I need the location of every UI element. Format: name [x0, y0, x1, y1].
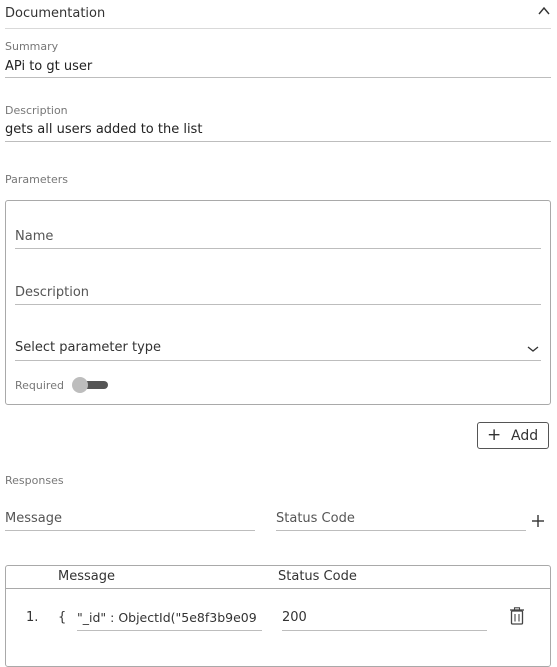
chevron-up-icon[interactable] [537, 4, 551, 18]
plus-icon: + [487, 425, 502, 445]
responses-table [5, 565, 551, 667]
param-type-select[interactable] [15, 338, 541, 361]
chevron-down-icon [527, 344, 539, 354]
required-label: Required [15, 379, 64, 392]
row-message-input[interactable] [77, 608, 262, 631]
param-description-placeholder: Description [15, 285, 90, 300]
toggle-knob [72, 377, 88, 393]
description-label: Description [5, 104, 68, 117]
documentation-header[interactable] [5, 0, 551, 29]
add-button-label: Add [511, 428, 539, 444]
header-message: Message [58, 569, 115, 584]
param-name-input[interactable] [15, 227, 541, 249]
table-header [6, 566, 550, 589]
parameters-box [5, 200, 551, 405]
trash-icon[interactable] [509, 607, 525, 625]
parameters-label: Parameters [5, 173, 68, 186]
add-response-plus-icon[interactable] [531, 514, 545, 528]
header-status-code: Status Code [278, 569, 357, 584]
response-status-input[interactable] [276, 510, 526, 531]
table-row [6, 589, 550, 639]
summary-label: Summary [5, 40, 59, 53]
description-field[interactable] [5, 121, 551, 142]
row-index: 1. [26, 610, 39, 625]
required-toggle[interactable] [72, 377, 108, 393]
summary-value: APi to gt user [5, 59, 93, 74]
row-message-value: "_id" : ObjectId("5e8f3b9e09 [77, 610, 257, 625]
param-description-input[interactable] [15, 283, 541, 305]
param-type-placeholder: Select parameter type [15, 340, 162, 355]
documentation-title: Documentation [5, 6, 106, 21]
response-message-placeholder: Message [5, 511, 62, 526]
add-parameter-button[interactable] [477, 422, 549, 449]
response-message-input[interactable] [5, 510, 255, 531]
responses-label: Responses [5, 474, 64, 487]
row-status-value: 200 [282, 610, 307, 625]
response-status-placeholder: Status Code [276, 511, 355, 526]
row-brace: { [58, 610, 67, 625]
summary-field[interactable] [5, 58, 551, 78]
description-value: gets all users added to the list [5, 122, 203, 137]
row-status-input[interactable] [282, 608, 487, 631]
param-name-placeholder: Name [15, 229, 54, 244]
